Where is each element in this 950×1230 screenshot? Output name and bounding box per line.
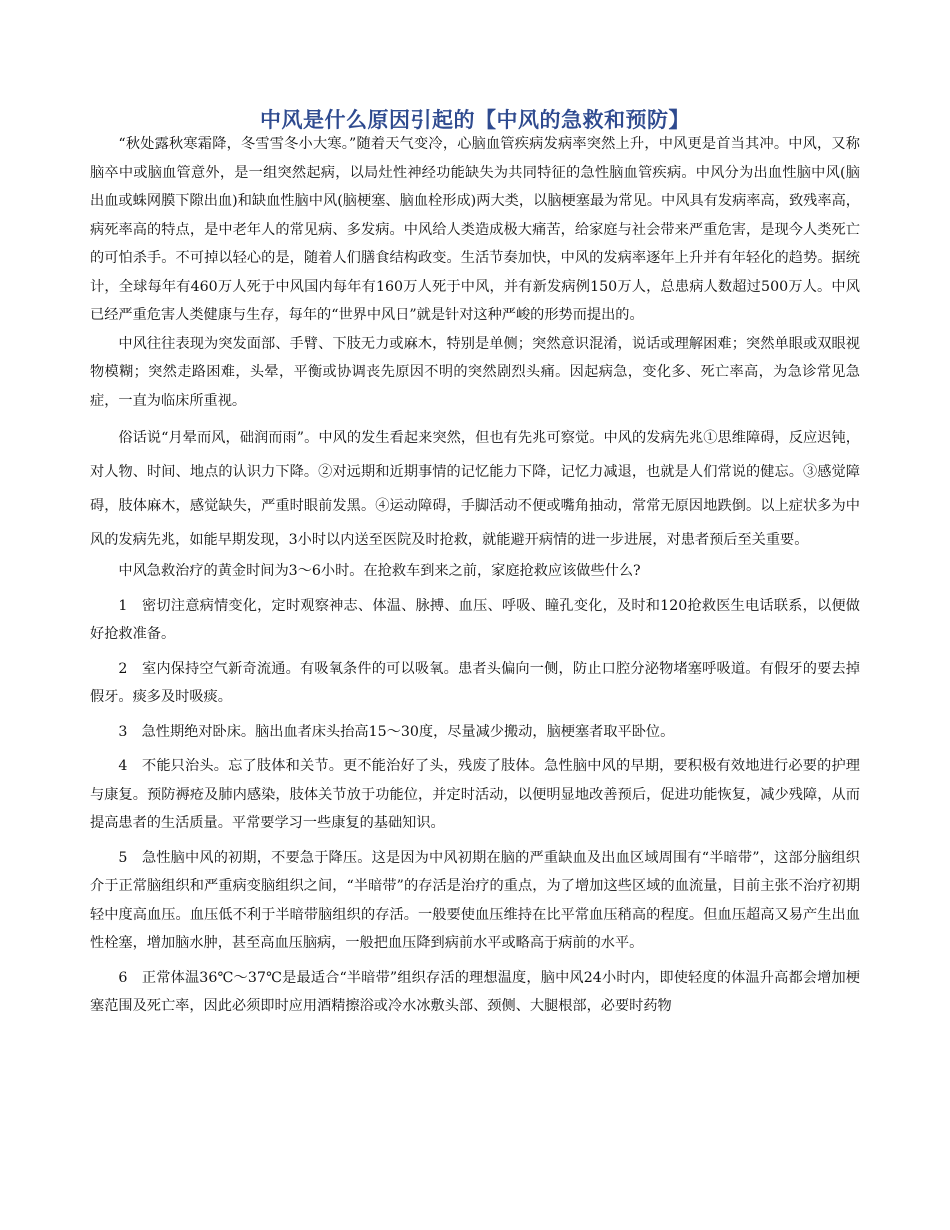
paragraph-warning-signs: 俗话说“月晕而风，础润而雨”。中风的发生看起来突然，但也有先兆可察觉。中风的发病先兆①思维障碍，反应迟钝，对人物、时间、地点的认识力下降。②对远期和近期事情的记忆能力下降，记忆力减退，也就是人们常说的健忘。③感觉障碍，肢体麻木，感觉缺失，严重时眼前发黑。④运动障碍，手脚活动不便或嘴角抽动，常常无原因地跌倒。以上症状多为中风的发病先兆，如能早期发现，3小时以内送至医院及时抢救，就能避开病情的进一步进展，对患者预后至关重要。 [90,430,860,548]
paragraph-symptoms: 中风往往表现为突发面部、手臂、下肢无力或麻木，特别是单侧；突然意识混淆，说话或理解困难；突然单眼或双眼视物模糊；突然走路困难，头晕，平衡或协调丧先原因不明的突然剧烈头痛。因起病急，变化多、死亡率高，为急诊常见急症，一直为临床所重视。 [90,335,860,409]
document-body [90,130,860,1021]
list-item-5: 5 急性脑中风的初期，不要急于降压。这是因为中风初期在脑的严重缺血及出血区域周围有“半暗带”，这部分脑组织介于正常脑组织和严重病变脑组织之间，“半暗带”的存活是治疗的重点，为了增加这些区域的血流量，目前主张不治疗初期轻中度高血压。血压低不利于半暗带脑组织的存活。一般要使血压维持在比平常血压稍高的程度。但血压超高又易产生出血性栓塞，增加脑水肿，甚至高血压脑病，一般把血压降到病前水平或略高于病前的水平。 [90,849,860,951]
list-item-2: 2 室内保持空气新奇流通。有吸氧条件的可以吸氧。患者头偏向一侧，防止口腔分泌物堵塞呼吸道。有假牙的要去掉假牙。痰多及时吸痰。 [90,660,860,705]
list-item-1: 1 密切注意病情变化，定时观察神志、体温、脉搏、血压、呼吸、瞳孔变化，及时和120抢救医生电话联系，以便做好抢救准备。 [90,597,860,642]
document-title: 中风是什么原因引起的【中风的急救和预防】 [260,108,690,132]
list-item-4: 4 不能只治头。忘了肢体和关节。更不能治好了头，残废了肢体。急性脑中风的早期，要积极有效地进行必要的护理与康复。预防褥疮及肺内感染，肢体关节放于功能位，并定时活动，以便明显地改善预后，促进功能恢复，减少残障，从而提高患者的生活质量。平常要学习一些康复的基础知识。 [90,758,860,831]
paragraph-golden-time: 中风急救治疗的黄金时间为3～6小时。在抢救车到来之前，家庭抢救应该做些什么? [118,563,641,579]
list-item-6: 6 正常体温36℃～37℃是最适合“半暗带”组织存活的理想温度，脑中风24小时内，即使轻度的体温升高都会增加梗塞范围及死亡率，因此必须即时应用酒精擦浴或冷水冰敷头部、颈侧、大腿根部，必要时药物 [90,969,860,1014]
paragraph-intro: “秋处露秋寒霜降，冬雪雪冬小大寒。”随着天气变冷，心脑血管疾病发病率突然上升，中风更是首当其冲。中风，又称脑卒中或脑血管意外，是一组突然起病，以局灶性神经功能缺失为共同特征的急性脑血管疾病。中风分为出血性脑中风(脑出血或蛛网膜下隙出血)和缺血性脑中风(脑梗塞、脑血栓形成)两大类，以脑梗塞最为常见。中风具有发病率高，致残率高，病死率高的特点，是中老年人的常见病、多发病。中风给人类造成极大痛苦，给家庭与社会带来严重危害，是现今人类死亡的可怕杀手。不可掉以轻心的是，随着人们膳食结构政变。生活节奏加快，中风的发病率逐年上升并有年轻化的趋势。据统计，全球每年有460万人死于中风国内每年有160万人死于中风，并有新发病例150万人，总患病人数超过500万人。中风已经严重危害人类健康与生存，每年的“世界中风日”就是针对这种严峻的形势而提出的。 [90,136,860,323]
list-item-3: 3 急性期绝对卧床。脑出血者床头抬高15～30度，尽量减少搬动，脑梗塞者取平卧位。 [118,723,675,740]
